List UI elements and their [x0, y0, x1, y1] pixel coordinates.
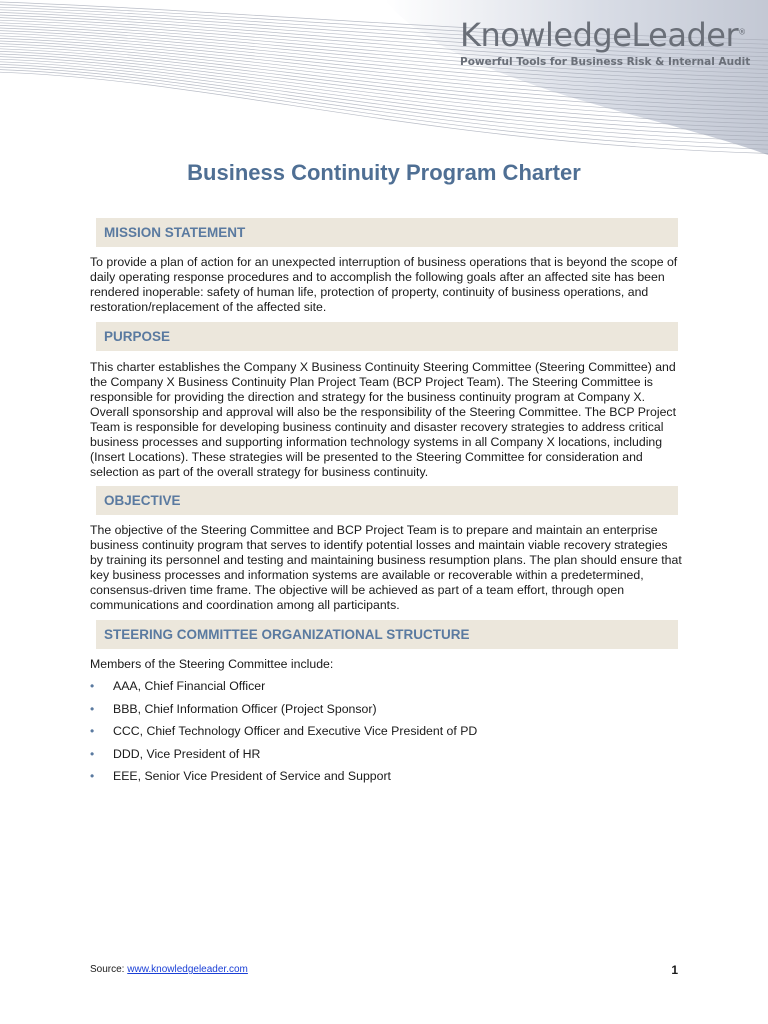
mission-paragraph: To provide a plan of action for an unexpected interruption of business operations that is beyond the scope of daily operating response procedures and to accomplish the following goals after an affected site has been rendered inoperable: safety of human life, protection of property, continuity of business operations, and restoration/replacement of the affected site. [90, 255, 678, 314]
source-label: Source: [90, 964, 128, 975]
list-item [90, 724, 477, 747]
member-text: CCC, Chief Technology Officer and Executive Vice President of PD [113, 724, 478, 739]
section-heading-objective: OBJECTIVE [96, 486, 678, 515]
member-text: AAA, Chief Financial Officer [113, 679, 266, 693]
page-footer [90, 964, 678, 975]
bullet-icon: • [90, 746, 95, 761]
source-link[interactable]: www.knowledgeleader.com [127, 964, 248, 975]
brand-logo [460, 16, 750, 68]
structure-intro: Members of the Steering Committee include: [90, 657, 334, 671]
bullet-icon: • [90, 679, 95, 693]
committee-member-list [90, 679, 477, 792]
brand-tagline: Powerful Tools for Business Risk & Internal Audit [460, 56, 751, 68]
member-text: DDD, Vice President of HR [113, 746, 261, 761]
bullet-icon: • [90, 769, 95, 784]
bullet-icon: • [90, 701, 95, 716]
list-item [90, 679, 477, 702]
member-text: EEE, Senior Vice President of Service and Support [113, 769, 391, 784]
purpose-paragraph: This charter establishes the Company X Business Continuity Steering Committee (Steering Committee) and the Company X Business Continuity Plan Project Team (BCP Project Team). The Steering Committee is responsible for providing the direction and strategy for the business continuity program at Company X. Overall sponsorship and approval will also be the responsibility of the Steering Committee. The BCP Project Team is responsible for developing business continuity and disaster recovery strategies to address critical business processes and supporting information technology systems in all Company X locations, including (Insert Locations). These strategies will be presented to the Steering Committee for consideration and selection as part of the overall strategy for business continuity. [90, 360, 676, 479]
bullet-icon: • [90, 724, 95, 739]
page-number: 1 [671, 963, 678, 977]
list-item [90, 747, 477, 770]
section-heading-structure: STEERING COMMITTEE ORGANIZATIONAL STRUCTURE [96, 620, 678, 649]
section-heading-purpose: PURPOSE [96, 322, 678, 351]
member-text: BBB, Chief Information Officer (Project Sponsor) [113, 701, 377, 716]
trademark-mark: ® [738, 27, 746, 37]
document-title: Business Continuity Program Charter [187, 160, 581, 185]
list-item [90, 702, 477, 725]
brand-name: KnowledgeLeader® [460, 16, 746, 54]
list-item [90, 769, 477, 792]
objective-paragraph: The objective of the Steering Committee and BCP Project Team is to prepare and maintain an enterprise business continuity program that serves to identify potential losses and maintain viable recovery strategies by training its personnel and testing and maintaining business resumption plans. The plan should ensure that key business processes and information systems are available or recoverable within a predetermined, consensus-driven time frame. The objective will be achieved as part of a team effort, through open communications and coordination among all participants. [90, 523, 682, 612]
section-heading-mission: MISSION STATEMENT [96, 218, 678, 247]
